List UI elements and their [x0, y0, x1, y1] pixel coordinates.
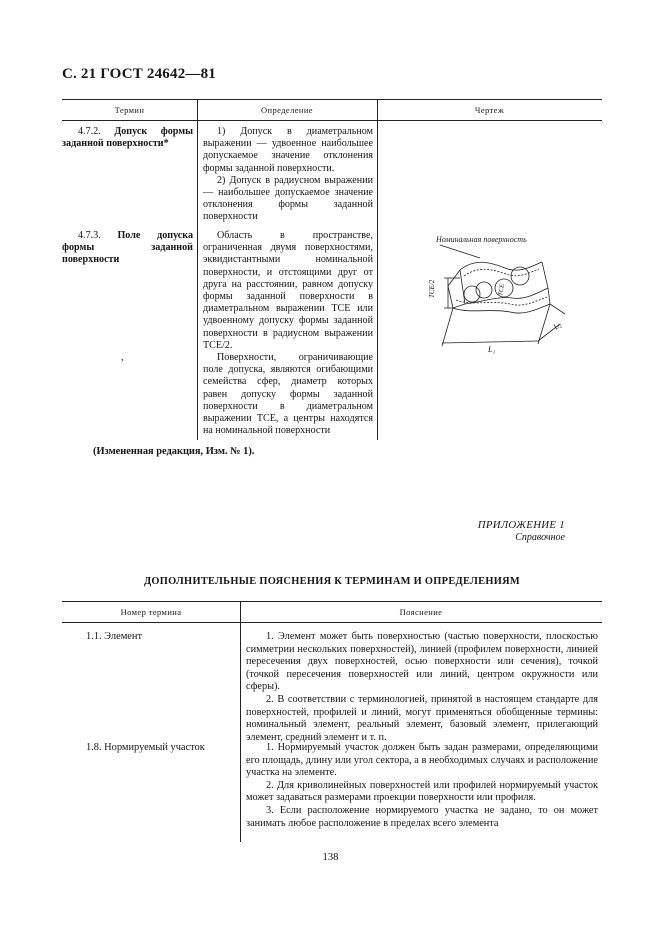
label-l2: L₂	[551, 319, 563, 332]
label-nominal-surface: Номинальная поверхность	[436, 235, 527, 244]
sphere-icon	[464, 286, 480, 302]
appendix-heading: ДОПОЛНИТЕЛЬНЫЕ ПОЯСНЕНИЯ К ТЕРМИНАМ И ОПРЕДЕЛЕНИЯМ	[143, 576, 521, 587]
offset-surface-upper	[464, 269, 539, 276]
tolerance-zone-drawing	[420, 228, 570, 358]
term-number: 4.7.3.	[78, 230, 101, 241]
table2-head-rule	[62, 622, 602, 623]
term-4-7-3	[62, 230, 193, 267]
table1-col-divider-2	[377, 99, 378, 440]
extension-line	[538, 304, 550, 344]
table1-top-rule	[62, 99, 602, 100]
table1-col-definition: Определение	[261, 105, 313, 115]
table1-col-drawing: Чертеж	[474, 105, 505, 115]
term-4-7-2	[62, 126, 193, 150]
stray-mark: ,	[121, 352, 124, 363]
explanation-1-1	[246, 631, 598, 744]
table2-col-term-number: Номер термина	[120, 607, 182, 617]
definition-paragraph: 1) Допуск в диаметральном выражении — удвоенное наибольшее допускаемое значение отклонения формы заданной поверхности.	[203, 126, 373, 174]
table2-top-rule	[62, 601, 602, 602]
extension-line	[550, 304, 565, 314]
label-tce: TCE	[497, 283, 507, 297]
table1-col-divider-1	[197, 99, 198, 440]
table1-col-term: Термин	[114, 105, 145, 115]
table2-col-explanation: Пояснение	[399, 607, 443, 617]
term-1-1: 1.1. Элемент	[86, 631, 142, 642]
term-title: Допуск формы заданной поверхности*	[62, 126, 193, 150]
explanation-paragraph: 3. Если расположение нормируемого участка не задано, то он может занимать любое расположение в пределах всего элемента	[246, 804, 598, 829]
definition-4-7-2	[203, 126, 373, 224]
explanation-paragraph: 2. Для криволинейных поверхностей или профилей нормируемый участок может задаваться размерами проекции поверхности или профиля.	[246, 779, 598, 804]
page-number: 138	[322, 852, 339, 863]
leader-line	[440, 245, 480, 258]
explanation-paragraph: 1. Элемент может быть поверхностью (частью поверхности, плоскостью симметрии нескольких поверхностей), линией (профилем поверхности, линией пересечения двух поверхностей, осью поверхности или сечения), точкой (точкой пересечения поверхностей или линий, центром окружности или сферы).	[246, 631, 598, 693]
label-l1: L₁	[488, 345, 496, 354]
definition-paragraph: Поверхности, ограничивающие поле допуска, являются огибающими семейства сфер, диаметр которых равен допуску формы заданной поверхности в диаметральном выражении TCE, а центры находятся на номинальной поверхности	[203, 352, 373, 437]
page-header: С. 21 ГОСТ 24642—81	[62, 66, 216, 82]
dimension-line-l1	[442, 341, 538, 343]
term-1-8: 1.8. Нормируемый участок	[86, 742, 205, 753]
appendix-subtitle: Справочное	[515, 532, 565, 543]
explanation-paragraph: 1. Нормируемый участок должен быть задан размерами, определяющими его площадь, длину или угол сектора, а в необходимых случаях и расположение участка на элементе.	[246, 742, 598, 779]
definition-paragraph: Область в пространстве, ограниченная двумя поверхностями, эквидистантными номинальной поверхности, и отстоящими друг от друга на расстоянии, равном допуску формы заданной поверхности в диаметральном выражении TCE или удвоенному допуску формы заданной поверхности в радиусном выражении TCE/2.	[203, 230, 373, 351]
nominal-surface-top	[460, 262, 548, 304]
table1-head-rule	[62, 120, 602, 121]
revision-note: (Измененная редакция, Изм. № 1).	[93, 446, 255, 457]
table2-col-divider	[240, 601, 241, 842]
explanation-paragraph: 2. В соответствии с терминологией, принятой в настоящем стандарте для поверхностей, профилей и линий, могут применяться обобщенные термины: номинальный элемент, реальный элемент, базовый элемент, прилегающий элемент, средний элемент и т. п.	[246, 693, 598, 743]
definition-4-7-3	[203, 230, 373, 437]
term-title: Поле допуска формы заданной поверхности	[62, 230, 193, 266]
extension-line	[442, 308, 453, 346]
appendix-title: ПРИЛОЖЕНИЕ 1	[477, 519, 565, 531]
label-tce2: TCE/2	[428, 279, 436, 298]
term-number: 4.7.2.	[78, 126, 101, 137]
definition-paragraph: 2) Допуск в радиусном выражении — наибольшее допускаемое значение отклонения формы заданной поверхности	[203, 174, 373, 223]
explanation-1-8	[246, 742, 598, 830]
sphere-icon	[476, 282, 492, 298]
